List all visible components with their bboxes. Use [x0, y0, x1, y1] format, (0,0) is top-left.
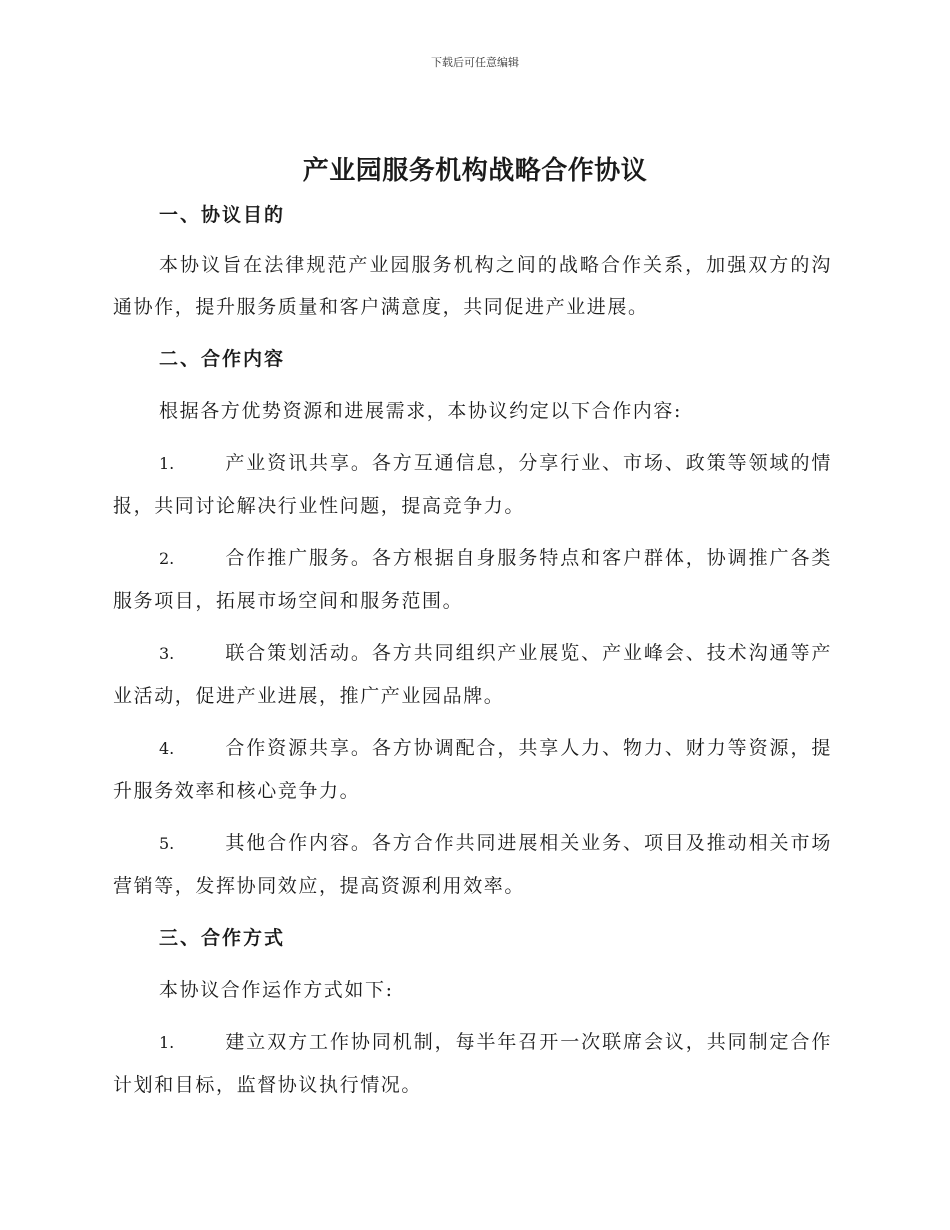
list-item — [113, 822, 832, 907]
list-item-text: 产业资讯共享。各方互通信息，分享行业、市场、政策等领域的情报，共同讨论解决行业性问题，提高竞争力。 — [113, 452, 832, 517]
section-heading: 三、合作方式 — [159, 927, 286, 949]
list-item-text: 其他合作内容。各方合作共同进展相关业务、项目及推动相关市场营销等，发挥协同效应，提高资源利用效率。 — [113, 832, 832, 897]
section-paragraph: 根据各方优势资源和进展需求，本协议约定以下合作内容: — [159, 400, 683, 422]
list-item-number: 1. — [159, 1033, 175, 1052]
list-item-number: 3. — [159, 644, 175, 663]
list-item — [113, 1021, 832, 1106]
page-header: 下载后可任意编辑 — [431, 56, 519, 69]
section-heading: 一、协议目的 — [159, 204, 286, 226]
list-item-number: 2. — [159, 549, 175, 568]
list-item — [113, 632, 832, 717]
document-body — [113, 194, 832, 1106]
list-item — [113, 537, 832, 622]
section-paragraph: 本协议旨在法律规范产业园服务机构之间的战略合作关系，加强双方的沟通协作，提升服务质量和客户满意度，共同促进产业进展。 — [113, 254, 832, 318]
list-item-number: 4. — [159, 739, 175, 758]
section-paragraph: 本协议合作运作方式如下: — [159, 979, 394, 1001]
list-item-number: 1. — [159, 454, 175, 473]
section-heading: 二、合作内容 — [159, 348, 286, 370]
list-item-text: 合作资源共享。各方协调配合，共享人力、物力、财力等资源，提升服务效率和核心竞争力。 — [113, 737, 832, 802]
document-title: 产业园服务机构战略合作协议 — [302, 156, 648, 186]
list-item — [113, 442, 832, 527]
list-item-number: 5. — [159, 834, 175, 853]
list-item — [113, 727, 832, 812]
list-item-text: 合作推广服务。各方根据自身服务特点和客户群体，协调推广各类服务项目，拓展市场空间和服务范围。 — [113, 547, 832, 612]
list-item-text: 建立双方工作协同机制，每半年召开一次联席会议，共同制定合作计划和目标，监督协议执行情况。 — [113, 1031, 832, 1096]
list-item-text: 联合策划活动。各方共同组织产业展览、产业峰会、技术沟通等产业活动，促进产业进展，推广产业园品牌。 — [113, 642, 832, 707]
